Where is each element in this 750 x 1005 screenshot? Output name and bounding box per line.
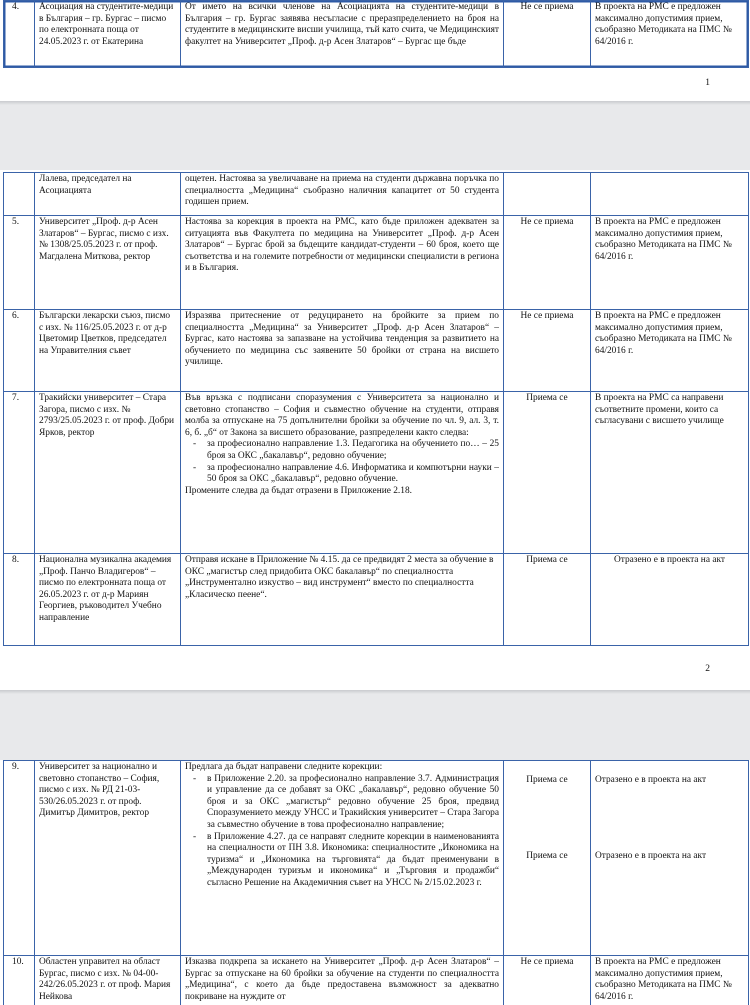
status-text: Приема се	[526, 775, 568, 785]
list-item: - за професионално направление 1.3. Педагогика на обучението по… – 25 броя за ОКС „бакалавър“, редовно обучение;	[207, 439, 499, 462]
status-cell: Приема се	[504, 392, 591, 554]
page-gap	[0, 101, 750, 170]
motives-cell	[591, 761, 749, 956]
opinion-outro: Промените следва да бъдат отразени в Приложение 2.18.	[185, 485, 412, 496]
table-row	[4, 1, 749, 68]
opinion-intro: Предлага да бъдат направени следните корекции:	[185, 762, 383, 772]
row-number: 6.	[4, 310, 35, 392]
opinion-text-cell: Настоява за корекция в проекта на РМС, като бъде приложен адекватен за ситуацията във Факултета по медицина на Университет „Проф. д-р Асен Златаров“ – Бургас брой за бъдещите кандидат-студенти – 60 броя, което ще съответства и на големите потребности от медицински специалисти в региона и в България.	[181, 216, 504, 310]
table-row	[4, 761, 749, 956]
opinion-bullets	[185, 774, 499, 890]
opinion-intro: Във връзка с подписани споразумения с Университета за национално и световно стопанство – София и съвместно обучение на студенти, отправя молба за отпускане на 75 допълнителни бройки за обучение по чл. 9, ал. 3, т. 6, б. „б“ от Закона за висшето образование, разпределени както следва:	[185, 393, 499, 438]
row-number: 4.	[4, 1, 35, 68]
motives-cell: Отразено е в проекта на акт	[591, 554, 749, 646]
sender-cell: Лалева, председател на Асоциацията	[35, 173, 181, 216]
table-row	[4, 392, 749, 554]
motives-cell	[591, 173, 749, 216]
motives-cell: В проекта на РМС е предложен максимално допустимия прием, съобразно Методиката на ПМС № 64/2016 г.	[591, 216, 749, 310]
document-page-2	[0, 170, 750, 690]
sender-cell: Български лекарски съюз, писмо с изх. № 116/25.05.2023 г. от д-р Цветомир Цветков, председател на Управителния съвет	[35, 310, 181, 392]
status-cell: Не се приема	[504, 216, 591, 310]
row-number: 9.	[4, 761, 35, 956]
sender-cell: Университет за национално и световно стопанство – София, писмо с изх. № РД 21-03-530/26.05.2023 г. от проф. Димитър Димитров, ректор	[35, 761, 181, 956]
list-item: - в Приложение 4.27. да се направят следните корекции в наименованията на специалности от ПН 3.8. Икономика: специалностите „Икономика на туризма“ и „Икономика на търговията“ да бъдат преименувани в „Международен туризъм и икономика“ и „Търговия и продажби“ съгласно Решение на Академичния съвет на УНСС № 2/15.02.2023 г.	[207, 832, 499, 890]
status-cell: Не се приема	[504, 310, 591, 392]
list-item: - за професионално направление 4.6. Информатика и компютърни науки – 50 броя за ОКС „бакалавър“, редовно обучение.	[207, 463, 499, 486]
opinion-text-cell: ощетен. Настоява за увеличаване на приема на студенти държавна поръчка по специалността „Медицина“ съобразно наличния капацитет от 50 студента годишен прием.	[181, 173, 504, 216]
status-cell: Не се приема	[504, 1, 591, 68]
opinions-table	[3, 172, 749, 646]
opinion-text-cell	[181, 761, 504, 956]
opinion-bullets	[185, 439, 499, 485]
row-number: 5.	[4, 216, 35, 310]
list-item: - в Приложение 2.20. за професионално направление 3.7. Администрация и управление да се добавят за ОКС „бакалавър“, редовно обучение 50 броя и за ОКС „магистър“ редовно обучение 25 броя, предвид Споразумението между УНСС и Тракийския университет – Стара Загора за съвместно обучение в това професионално направление;	[207, 774, 499, 832]
sender-cell: Национална музикална академия „Проф. Панчо Владигеров“ – писмо по електронната поща от 26.05.2023 г. от д-р Мариян Георгиев, ръководител Учебно направление	[35, 554, 181, 646]
row-number: 7.	[4, 392, 35, 554]
opinions-table	[3, 760, 749, 1005]
document-page-3	[0, 760, 750, 1005]
status-text: Приема се	[526, 850, 568, 861]
opinion-text-cell: От името на всички членове на Асоциацията на студентите-медици в България – гр. Бургас заявява несъгласие с преразпределението на броя на студентите в медицинските висши училища, тъй като счита, че Медицинският факултет на Университет „Проф. д-р Асен Златаров“ – Бургас ще бъде	[181, 1, 504, 68]
status-cell: Приема се	[504, 554, 591, 646]
motives-cell: В проекта на РМС е предложен максимално допустимия прием, съобразно Методиката на ПМС № 64/2016 г.	[591, 310, 749, 392]
sender-cell: Асоциация на студентите-медици в България – гр. Бургас – писмо по електронната поща от 24.05.2023 г. от Екатерина	[35, 1, 181, 68]
motives-text: Отразено е в проекта на акт	[595, 850, 707, 861]
table-row	[4, 216, 749, 310]
motives-cell: В проекта на РМС са направени съответните промени, които са съгласувани с висшето училище	[591, 392, 749, 554]
document-page-1	[0, 0, 750, 101]
row-number: 8.	[4, 554, 35, 646]
sender-cell: Областен управител на област Бургас, писмо с изх. № 04-00-242/26.05.2023 г. от проф. Мария Нейкова	[35, 956, 181, 1005]
opinion-text-cell: Изразява притеснение от редуцирането на бройките за прием по специалността „Медицина“ за Университет „Проф. д-р Асен Златаров“ – Бургас, като настоява за запазване на устойчива тенденция за развитието на обучението по медицина със заявените 50 бройки от страна на висшето училище.	[181, 310, 504, 392]
opinion-text-cell: Отправя искане в Приложение № 4.15. да се предвидят 2 места за обучение в ОКС „магистър след придобита ОКС бакалавър“ по специалността „Инструментално изкуство – вид инструмент“ вместо по специалността „Класическо пеене“.	[181, 554, 504, 646]
status-cell	[504, 173, 591, 216]
row-number: 10.	[4, 956, 35, 1005]
table-row	[4, 956, 749, 1005]
page-number: 1	[705, 78, 710, 88]
motives-cell: В проекта на РМС е предложен максимално допустимия прием, съобразно Методиката на ПМС № 64/2016 г.	[591, 956, 749, 1005]
table-row	[4, 173, 749, 216]
motives-cell: В проекта на РМС е предложен максимално допустимия прием, съобразно Методиката на ПМС № 64/2016 г.	[591, 1, 749, 68]
sender-cell: Университет „Проф. д-р Асен Златаров“ – Бургас, писмо с изх. № 1308/25.05.2023 г. от проф. Магдалена Миткова, ректор	[35, 216, 181, 310]
status-cell: Не се приема	[504, 956, 591, 1005]
page-gap	[0, 690, 750, 760]
page-number: 2	[705, 664, 710, 674]
motives-text: Отразено е в проекта на акт	[595, 775, 707, 785]
row-number	[4, 173, 35, 216]
opinion-text-cell: Изказва подкрепа за искането на Университет „Проф. д-р Асен Златаров“ – Бургас за отпускане на 60 бройки за обучение на студенти по специалността „Медицина“, с което да бъде предоставена възможност за адекватно покриване на нуждите от	[181, 956, 504, 1005]
status-cell	[504, 761, 591, 956]
opinions-table	[3, 0, 749, 68]
opinion-text-cell	[181, 392, 504, 554]
table-row	[4, 310, 749, 392]
table-row	[4, 554, 749, 646]
sender-cell: Тракийски университет – Стара Загора, писмо с изх. № 2793/25.05.2023 г. от проф. Добри Ярков, ректор	[35, 392, 181, 554]
